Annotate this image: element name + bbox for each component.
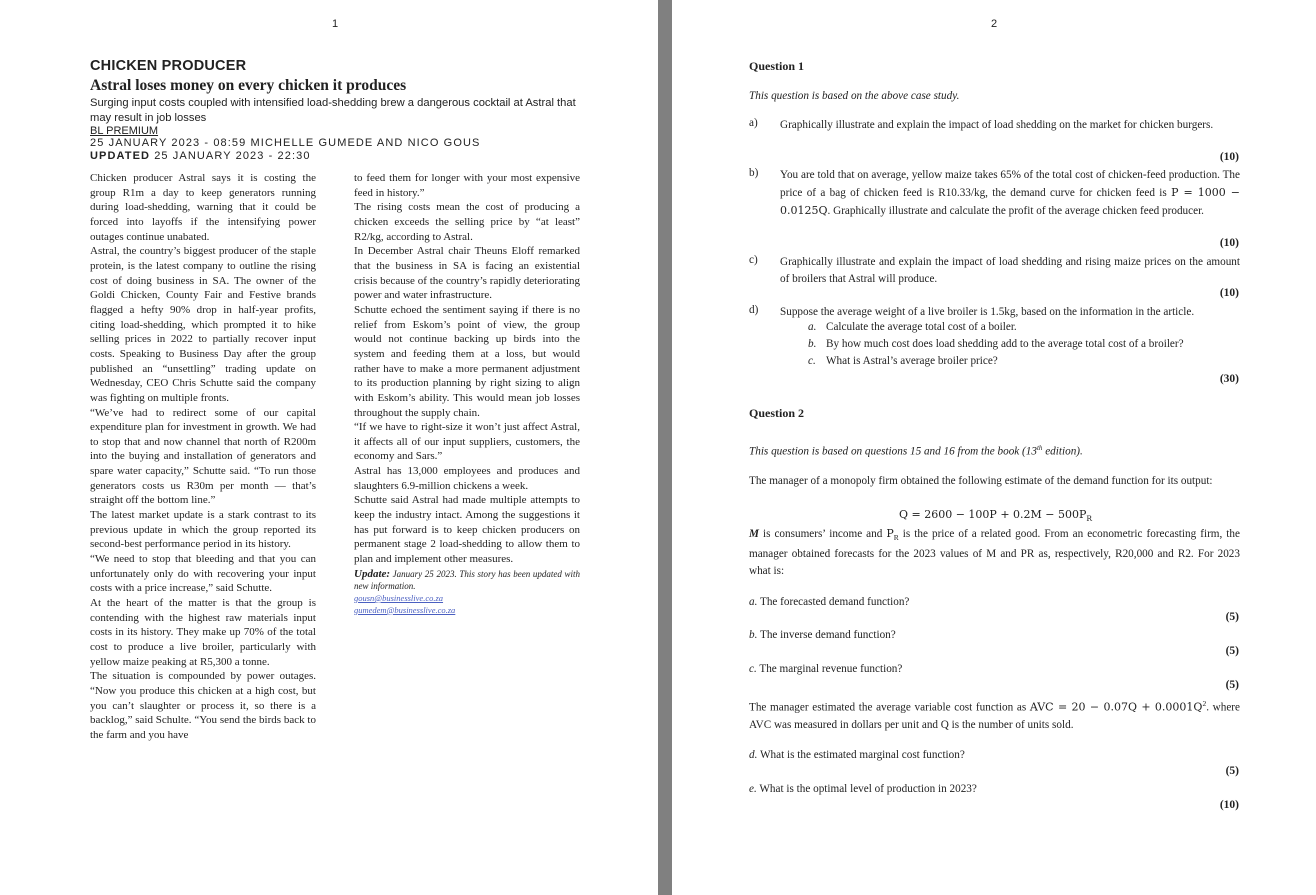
question-2-title: Question 2 (749, 406, 805, 420)
paragraph: At the heart of the matter is that the group is contending with the highest raw materials input costs in its history. They make up 70% of the total cost to produce a live broiler, particularly with yellow maize peaking at R5,300 a tonne. (90, 597, 316, 668)
question-1a-text: Graphically illustrate and explain the impact of load shedding on the market for chicken burgers. (780, 119, 1214, 131)
sub-item (808, 355, 998, 367)
question-2-intro (749, 440, 1083, 460)
article-column-2 (354, 171, 580, 616)
text: is consumers’ income and (758, 528, 887, 540)
sub-label: c. (808, 355, 816, 367)
item-label: b. (749, 629, 758, 641)
item-text: The marginal revenue function? (756, 663, 903, 675)
text: edition). (1042, 445, 1083, 458)
author-emails (354, 592, 580, 616)
paragraph: Astral has 13,000 employees and produces and slaughters 6.9-million chickens a week. (354, 465, 580, 492)
marks: (5) (1225, 611, 1239, 623)
item-label: c. (749, 663, 757, 675)
superscript: 2 (1202, 699, 1207, 708)
equation: P = 1000 − 0.0125Q (780, 186, 1240, 217)
equation: AVC = 20 − 0.07Q + 0.0001Q (1029, 700, 1203, 714)
paragraph: Chicken producer Astral says it is costing the group R1m a day to keep generators running during load-shedding, warning that it could be forced into layoffs if the intensifying power outages continue unabated. (90, 172, 316, 243)
marks: (5) (1225, 645, 1239, 657)
question-1-intro: This question is based on the above case study. (749, 90, 960, 102)
dateline: 25 JANUARY 2023 - 08:59 MICHELLE GUMEDE AND NICO GOUS (90, 137, 481, 149)
item-label: a) (749, 117, 758, 129)
page-number: 2 (991, 18, 998, 30)
item-text: What is the optimal level of production in 2023? (756, 783, 977, 795)
sub-item (808, 321, 1017, 333)
definition-paragraph (749, 525, 1240, 580)
sub-item (808, 338, 1184, 350)
text: This question is based on questions 15 and 16 from the book (13 (749, 445, 1037, 458)
demand-paragraph: The manager of a monopoly firm obtained the following estimate of the demand function for its output: (749, 475, 1213, 487)
paragraph: The situation is compounded by power outages. “Now you produce this chicken at a high cost, but you can’t slaughter or process it, so there is a backlog,” said Schulte. “You send the birds back to the farm and you have (90, 670, 316, 741)
sub-text: Calculate the average total cost of a boiler. (826, 321, 1017, 333)
paragraph: “We’ve had to redirect some of our capital expenditure plan for investment in growth. We had to stop that and now channel that north of R200m into the buying and installation of generators and spare water capacity,” Schutte said. “To run those generators costs us R30m per month — that’s straight off the bottom line.” (90, 406, 316, 507)
text: You are told that on average, yellow maize takes 65% of the total cost of chicken-feed production. The price of a bag of chicken feed is R10.33/kg, the demand curve for chicken feed is (780, 169, 1240, 199)
question-1d-text: Suppose the average weight of a live broiler is 1.5kg, based on the information in the article. (780, 306, 1195, 318)
paragraph: The latest market update is a stark contrast to its previous update in which the group reported its second-best performance period in its history. (90, 509, 316, 551)
equation: Q = 2600 − 100P + 0.2M − 500P (899, 508, 1087, 521)
marks: (10) (1219, 151, 1239, 163)
text: . Graphically illustrate and calculate the profit of the average chicken feed producer. (827, 205, 1204, 217)
subscript: R (893, 533, 899, 543)
question-1b-text (780, 167, 1240, 220)
text: . where AVC was measured in dollars per unit and Q is the number of units sold. (749, 701, 1240, 731)
item-label: d) (749, 304, 759, 316)
item-label: c) (749, 254, 758, 266)
marks: (5) (1225, 765, 1239, 777)
subscript: R (1086, 514, 1093, 524)
paragraph: Astral, the country’s biggest producer of the staple protein, is the latest company to outline the rising cost of doing business in SA. The owner of the Goldi Chicken, County Fair and Festive brands flagged a hefty 90% drop in half-year profits, citing load-shedding, which prompted it to hike selling prices in 2022 to partially recover input costs. Speaking to Business Day after the group published an “unsettling” trading update on Wednesday, CEO Chris Schutte said the company was fighting on multiple fronts. (90, 245, 316, 404)
text: is the price of a related good. From an econometric forecasting firm, the manager obtained forecasts for the 2023 values of M and PR as, respectively, R20,000 and R2. For 2023 what is: (749, 528, 1240, 578)
sub-text: By how much cost does load shedding add to the average total cost of a broiler? (826, 338, 1184, 350)
updated-label: UPDATED (90, 150, 151, 162)
sub-label: a. (808, 321, 817, 333)
text: The manager estimated the average variable cost function as (749, 701, 1030, 714)
sub-text: What is Astral’s average broiler price? (826, 355, 998, 367)
paragraph: “If we have to right-size it won’t just affect Astral, it affects all of our input suppliers, customers, the economy and Sars.” (354, 421, 580, 463)
marks: (10) (1219, 287, 1239, 299)
paragraph: Schutte said Astral had made multiple attempts to keep the industry intact. Among the suggestions it has put forward is to keep chicken producers on permanent stage 2 load-shedding to allow them to plan and implement other measures. (354, 494, 580, 566)
updated-line (90, 150, 311, 162)
sub-label: b. (808, 338, 817, 350)
item-label: d. (749, 749, 758, 761)
article-subheadline: Surging input costs coupled with intensified load-shedding brew a dangerous cocktail at Astral that may result in job losses (90, 97, 576, 124)
item-label: a. (749, 596, 758, 608)
article-headline: Astral loses money on every chicken it produces (90, 77, 407, 94)
updated-date: 25 JANUARY 2023 - 22:30 (150, 150, 311, 162)
update-note (354, 568, 580, 592)
question-2a (749, 594, 909, 611)
premium-link[interactable]: BL PREMIUM (90, 125, 159, 137)
question-1c-text: Graphically illustrate and explain the impact of load shedding and rising maize prices on the amount of broilers that Astral will produce. (780, 256, 1240, 285)
avc-paragraph (749, 695, 1240, 734)
paragraph: In December Astral chair Theuns Eloff remarked that the business in SA is facing an existential crisis because of the country’s rapidly deteriorating power and water infrastructure. (354, 245, 580, 302)
question-2e (749, 781, 977, 798)
paragraph: Schutte echoed the sentiment saying if there is no relief from Eskom’s point of view, the group would not continue backing up birds into the system and feeding them at a loss, but would rather have to make a more permanent adjustment to its production planning by right sizing to align with Eskom’s ability. This would mean job losses throughout the supply chain. (354, 303, 580, 419)
item-label: b) (749, 167, 759, 179)
text: P (886, 527, 894, 540)
author-email-link[interactable]: gousn@businesslive.co.za (354, 592, 444, 603)
question-2b (749, 627, 896, 644)
section-label: CHICKEN PRODUCER (90, 58, 247, 74)
marks: (30) (1219, 373, 1239, 385)
question-2d (749, 747, 965, 764)
author-email-link[interactable]: gumedem@businesslive.co.za (354, 604, 456, 615)
question-2c (749, 661, 902, 678)
update-text: January 25 2023. This story has been updated with new information. (354, 568, 580, 591)
item-text: What is the estimated marginal cost function? (757, 749, 965, 761)
marks: (10) (1219, 799, 1239, 811)
paragraph: The rising costs mean the cost of producing a chicken exceeds the selling price by “at least” R2/kg, according to Astral. (354, 201, 580, 243)
superscript: th (1036, 444, 1043, 452)
marks: (5) (1225, 679, 1239, 691)
paragraph: to feed them for longer with your most expensive feed in history.” (354, 172, 580, 199)
paragraph: “We need to stop that bleeding and that you can unfortunately only do with recovering your input costs with a price increase,” said Schutte. (90, 553, 316, 595)
article-column-1 (90, 171, 316, 743)
page-number: 1 (332, 18, 339, 30)
item-text: The inverse demand function? (757, 629, 896, 641)
item-label: e. (749, 783, 757, 795)
page-2 (672, 0, 1316, 895)
text: M (749, 528, 759, 540)
update-label: Update: (354, 567, 391, 580)
item-text: The forecasted demand function? (757, 596, 910, 608)
marks: (10) (1219, 237, 1239, 249)
question-1-title: Question 1 (749, 59, 805, 73)
